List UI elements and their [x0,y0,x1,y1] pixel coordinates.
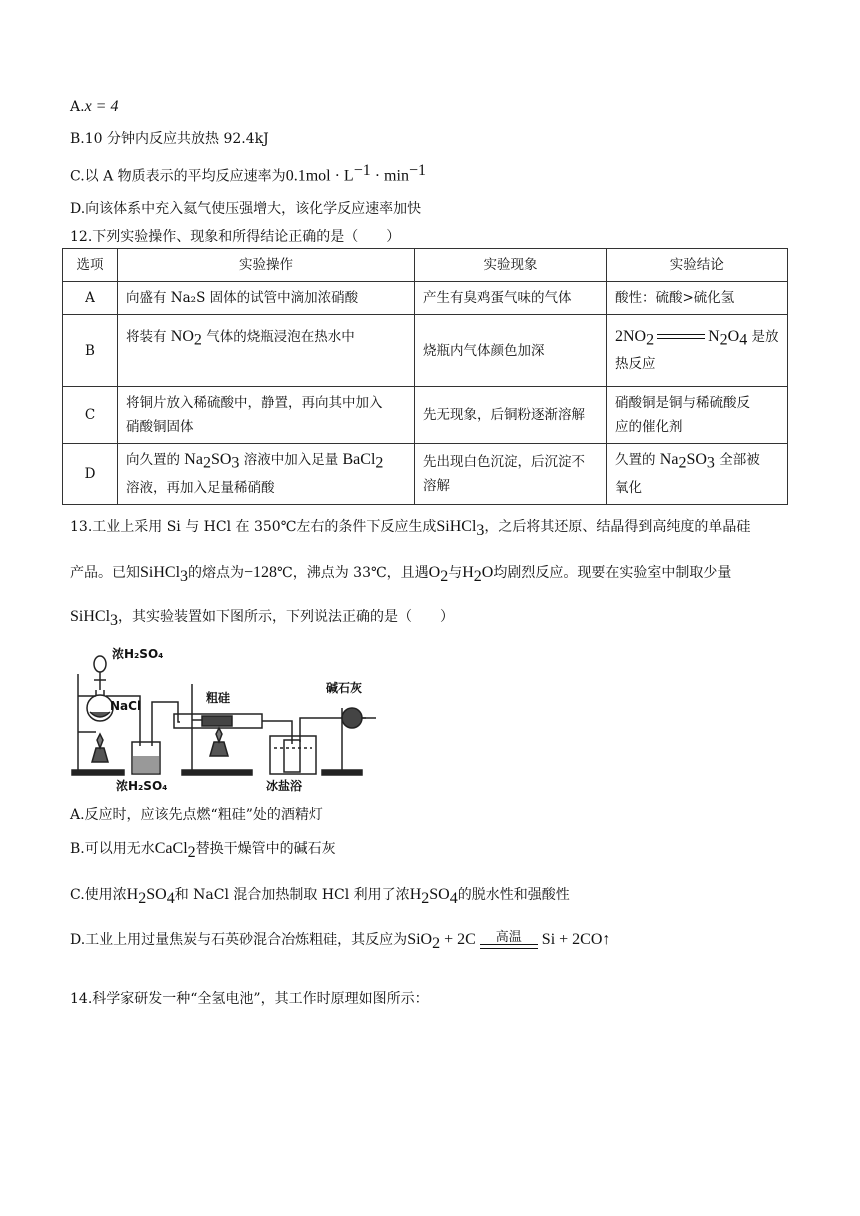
table-row [63,282,788,315]
q13-option-c: C.使用浓$H_2SO_4$和 NaCl 混合加热制取 HCl 利用了浓$H_2SO_4$的脱水性和强酸性 [70,886,570,907]
table-row [63,444,788,505]
q14-stem: 14.科学家研发一种“全氢电池”，其工作时原理如图所示： [70,991,429,1007]
q11-option-a: A.x = 4 [70,98,119,115]
table-cell: A [63,282,118,315]
table-header-cell: 实验现象 [415,249,607,282]
table-row [63,315,788,387]
table-cell: 先无现象，后铜粉逐渐溶解 [415,387,607,444]
q12-stem: 12.下列实验操作、现象和所得结论正确的是（ ） [70,229,401,245]
table-cell: B [63,315,118,387]
table-cell: 久置的 $Na_2SO_3$ 全部被 氧化 [607,444,788,505]
table-cell: 先出现白色沉淀，后沉淀不 溶解 [415,444,607,505]
q12-table [62,248,788,505]
table-cell: C [63,387,118,444]
q13-option-b: B.可以用无水CaCl$_2$替换干燥管中的碱石灰 [70,840,336,861]
table-cell: 硝酸铜是铜与稀硫酸反 应的催化剂 [607,387,788,444]
q13-stem-line1: 13.工业上采用 Si 与 HCl 在 350℃左右的条件下反应生成SiHCl$_3$，之后将其还原、结晶得到高纯度的单晶硅 [70,518,751,539]
q11-option-b: B.10 分钟内反应共放热 92.4kJ [70,131,269,147]
table-cell: 产生有臭鸡蛋气味的气体 [415,282,607,315]
table-cell: $2NO_2$ $N_2O_4$ 是放 热反应 [607,315,788,387]
q13-option-a: A.反应时，应该先点燃“粗硅”处的酒精灯 [70,807,323,823]
table-header-cell: 实验操作 [118,249,415,282]
figure-label-nacl: NaCl [110,699,142,713]
figure-label-crude-si: 粗硅 [206,691,231,705]
table-cell: 烧瓶内气体颜色加深 [415,315,607,387]
table-cell: 酸性：硫酸>硫化氢 [607,282,788,315]
table-cell: 向久置的 $Na_2SO_3$ 溶液中加入足量 BaCl$_2$ 溶液，再加入足量稀硝酸 [118,444,415,505]
equilibrium-arrow-icon [657,332,705,342]
table-cell: 将铜片放入稀硫酸中，静置，再向其中加入 硝酸铜固体 [118,387,415,444]
q13-option-d: D.工业上用过量焦炭与石英砂混合冶炼粗硅，其反应为SiO$_2$ + 2C 高温 Si + 2CO↑ [70,926,610,954]
table-header-row [63,249,788,282]
table-row [63,387,788,444]
figure-label-conc-h2so4-bottom: 浓H₂SO₄ [116,779,168,793]
table-cell: D [63,444,118,505]
q13-stem-line2: 产品。已知SiHCl$_3$的熔点为−128℃，沸点为 33℃，且遇$O_2$与$H_2O$均剧烈反应。现要在实验室中制取少量 [70,564,732,585]
table-cell: 向盛有 Na₂S 固体的试管中滴加浓硝酸 [118,282,415,315]
table-header-cell: 选项 [63,249,118,282]
q13-stem-line3: SiHCl$_3$，其实验装置如下图所示，下列说法正确的是（ ） [70,608,455,629]
q11-option-d: D.向该体系中充入氦气使压强增大，该化学反应速率加快 [70,201,422,217]
reaction-equals-sign-icon: 高温 [480,926,538,954]
table-header-cell: 实验结论 [607,249,788,282]
figure-label-soda-lime: 碱石灰 [326,681,363,695]
table-cell: 将装有 $NO_2$ 气体的烧瓶浸泡在热水中 [118,315,415,387]
apparatus-figure [70,644,390,794]
figure-label-ice-bath: 冰盐浴 [266,779,303,793]
q11-option-c: C.以 A 物质表示的平均反应速率为$0.1mol \cdot L^{-1} \cdot \min^{-1}$ [70,162,426,185]
figure-label-conc-h2so4-top: 浓H₂SO₄ [112,647,164,661]
